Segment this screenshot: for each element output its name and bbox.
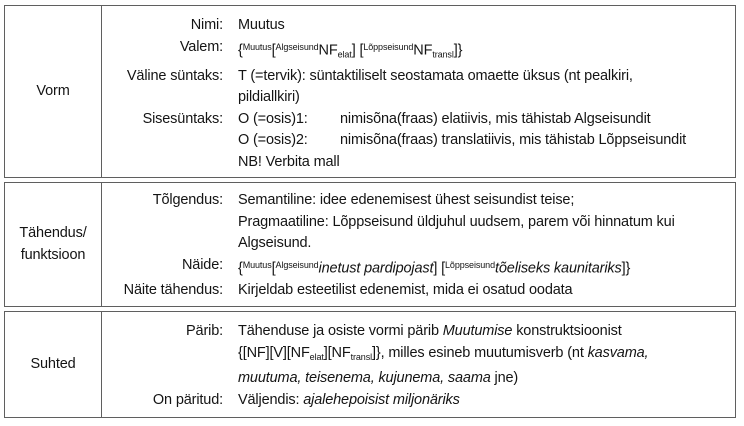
field-label-nimi: Nimi: (190, 17, 223, 33)
field-label-valem: Valem: (179, 38, 223, 55)
field-label-sisesyntaks: Sisesüntaks: (142, 110, 223, 127)
content-line: pildiallkiri) (238, 89, 300, 105)
field-row-valem (102, 37, 735, 66)
section-suhted-body (102, 312, 735, 417)
osis-1-label: O (=osis)1: (238, 110, 308, 127)
field-label-on-paritud: On päritud: (152, 391, 223, 408)
field-value-naide-formula: {$^{Muutus}$[$^{Algseisund}$inetust pardipojast] [$^{Lõppseisund}$tõeliseks kaunitariks]} (238, 259, 631, 276)
field-value-valine-syntaks (238, 66, 735, 109)
construction-description-table (4, 5, 736, 418)
osis-1-text: nimisõna(fraas) elatiivis, mis tähistab Algseisundit (340, 110, 651, 127)
field-value-sisesyntaks (238, 109, 735, 174)
field-row-sisesyntaks (102, 109, 735, 174)
field-label-naide: Näide: (181, 256, 223, 273)
content-line: Pragmaatiline: Lõppseisund üldjuhul uudsem, parem või hinnatum kui (238, 213, 675, 230)
field-row-parib (102, 321, 735, 390)
row-header-vorm (5, 6, 102, 177)
field-value-naite-tahendus: Kirjeldab esteetilist edenemist, mida ei osatud oodata (238, 281, 573, 298)
field-label-parib: Pärib: (186, 323, 223, 339)
osis-line-2 (238, 130, 735, 152)
field-value-valem-formula: {$^{Muutus}[^{Algseisund}NF_{elat}]$ $[^{Lõppseisund}NF_{transl}]$} (238, 41, 463, 59)
field-row-valine-syntaks (102, 66, 735, 109)
osis-2-text: nimisõna(fraas) translatiivis, mis tähistab Lõppseisundit (340, 132, 687, 148)
row-header-label: Suhted (30, 355, 76, 372)
field-value-parib (238, 321, 735, 390)
row-header-suhted (5, 312, 102, 417)
section-vorm (4, 5, 736, 178)
section-suhted (4, 311, 736, 418)
content-line: T (=tervik): süntaktiliselt seostamata omaette üksus (nt pealkiri, (238, 67, 633, 84)
field-label-naite-tahendus: Näite tähendus: (123, 281, 223, 298)
nb-note: NB! Verbita mall (238, 153, 340, 170)
content-line: Semantiline: idee edenemisest ühest seisundist teise; (238, 192, 575, 208)
field-label-tolgendus: Tõlgendus: (152, 192, 223, 208)
section-tahendus-funktsioon (4, 182, 736, 307)
content-line: muutuma, teisenema, kujunema, saama jne) (238, 370, 519, 386)
field-value-tolgendus (238, 190, 735, 255)
field-label-valine-syntaks: Väline süntaks: (126, 67, 223, 84)
content-line: Algseisund. (238, 235, 312, 251)
field-row-tolgendus (102, 190, 735, 255)
field-row-naite-tahendus (102, 280, 735, 302)
field-row-naide (102, 255, 735, 280)
content-line: $\{[NF][V][NF_{elat}][NF_{transl}]\}$, milles esineb muutumisverb (nt kasvama, (238, 344, 649, 362)
content-line: Tähenduse ja osiste vormi pärib Muutumise konstruktsioonist (238, 323, 622, 339)
section-tahendus-body (102, 183, 735, 306)
field-value-on-paritud: Väljendis: ajalehepoisist miljonäriks (238, 391, 460, 408)
row-header-tahendus-funktsioon (5, 183, 102, 306)
osis-2-label: O (=osis)2: (238, 132, 308, 148)
field-value-nimi: Muutus (238, 17, 285, 33)
osis-line-1 (238, 109, 735, 131)
row-header-label-line-2: funktsioon (20, 246, 86, 263)
field-row-nimi (102, 15, 735, 37)
section-vorm-body (102, 6, 735, 177)
row-header-label-line-1: Tähendus/ (19, 225, 87, 241)
row-header-label: Vorm (36, 82, 70, 99)
field-row-on-paritud (102, 390, 735, 412)
